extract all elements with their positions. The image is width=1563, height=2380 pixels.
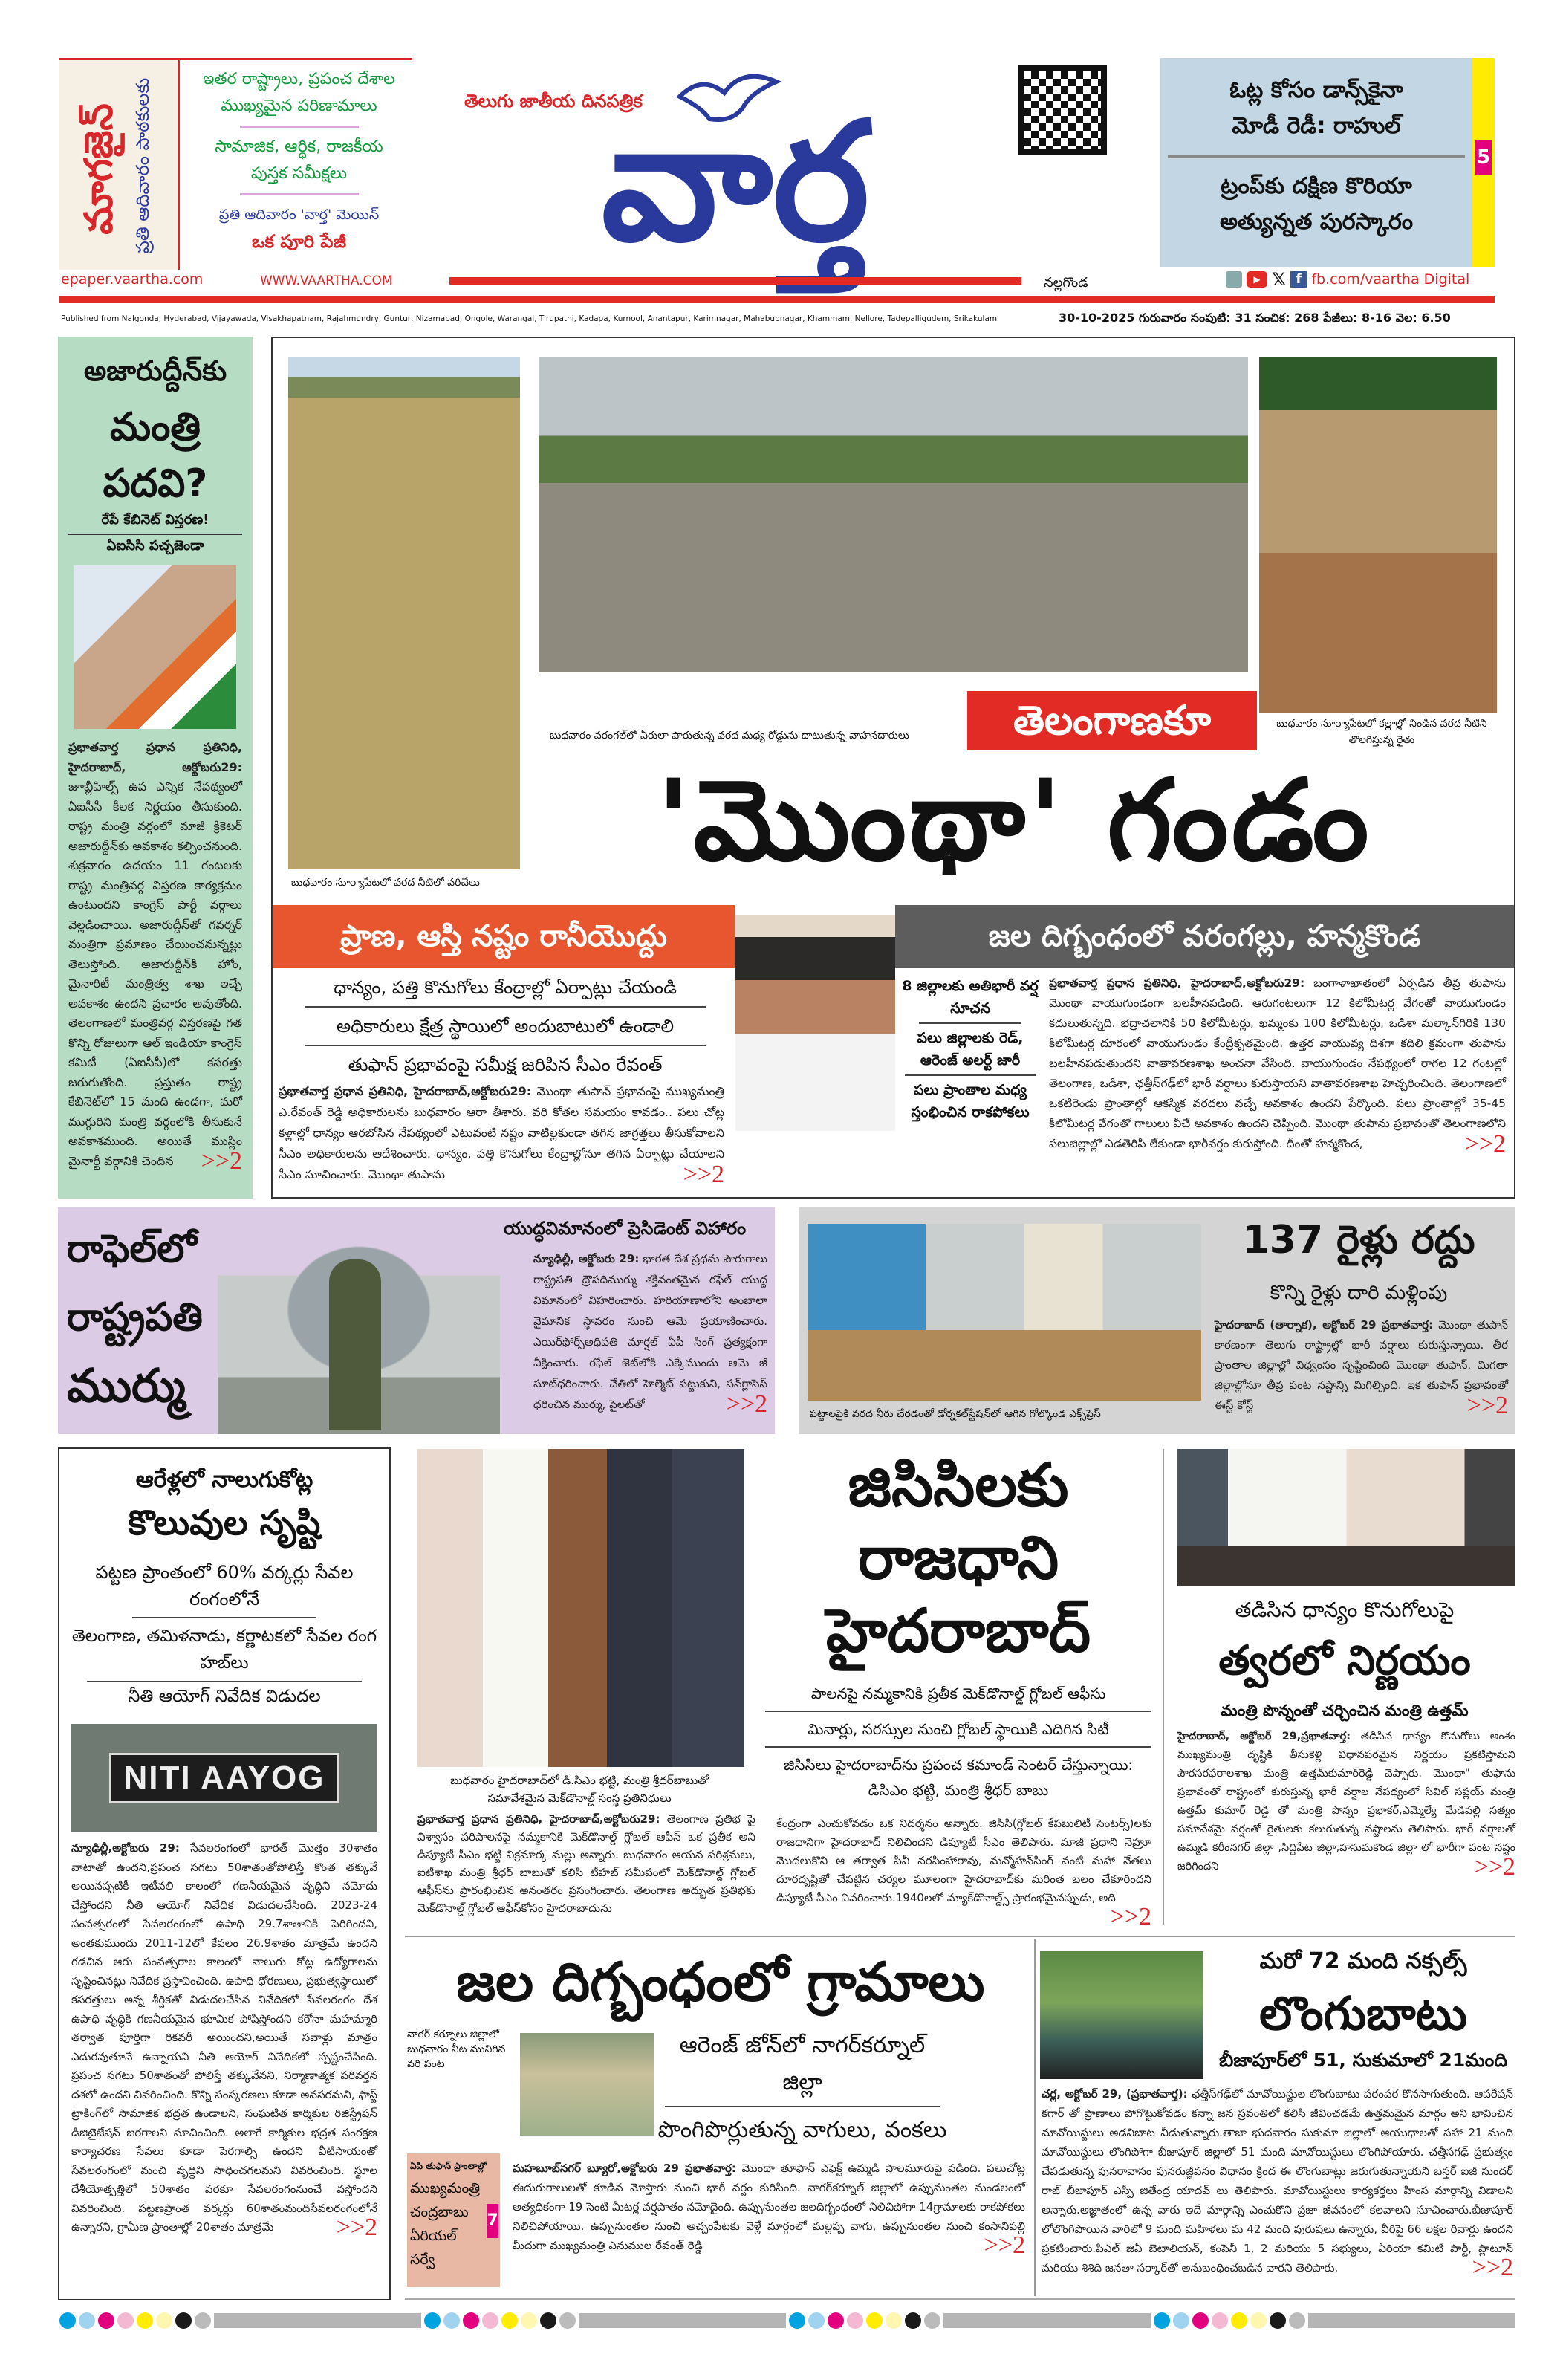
subheadline: ధాన్యం, పత్తి కొనుగోలు కేంద్రాల్లో ఏర్పాట్లు చేయండి	[334, 977, 677, 998]
registration-dot	[1250, 2312, 1267, 2329]
promo-item: సామాజిక, ఆర్థిక, రాజకీయ	[215, 137, 383, 156]
right-banner: జల దిగ్బంధంలో వరంగల్లు, హన్మకొండ	[895, 905, 1514, 968]
promo-sunday: ప్రతి ఆదివారం 'వార్త' మెయిన్	[218, 207, 380, 223]
niti-aayog-story[interactable]	[58, 1447, 391, 2300]
ap-cm-teaser[interactable]	[407, 2153, 500, 2287]
story-dateline: హైదరాబాద్, అక్టోబర్ 29,ప్రభాతవార్త:	[1177, 1731, 1351, 1742]
subheadline: పట్టణ ప్రాంతంలో 60% వర్కర్లు సేవల రంగంలోనే	[95, 1562, 354, 1609]
registration-dot	[828, 2312, 844, 2329]
promo-full-page: ఒక పూరి పేజీ	[251, 231, 347, 252]
registration-dot	[79, 2312, 95, 2329]
subheadline: తడిసిన ధాన్యం కొనుగోలుపై	[1235, 1598, 1455, 1622]
story-dateline: ప్రభాతవార్త ప్రధాన ప్రతినిధి, హైదరాబాద్,అక్టోబరు29:	[417, 1812, 660, 1826]
story-body: కేంద్రంగా ఎంచుకోవడం ఒక నిదర్శనం అన్నారు. జిసిసి(గ్లోబల్ కేపబులిటీ సెంటర్స్)లకు రాజధానిగా హైదరాబాద్ నిలిచిందని డిప్యూటీ సీఎం తెలిపారు. మాజీ ప్రధాని నెహ్రూ మొదలుకొని ఆ తర్వాత పీవీ నరసింహారావు, మన్మోహన్‌సింగ్ వంటి మహా నేతలు దూరదృష్టితో చేపట్టిన చర్యల మూలంగా హైదరాబాద్‌కు మరింత బలం చేకూరిందని డిప్యూటీ సీఎం వివరించారు.1940లలో మ్యాక్‌డొనాల్డ్స్ ప్రారంభమైనప్పుడు, అది	[776, 1817, 1151, 1904]
continued-link[interactable]: >>2	[336, 2214, 377, 2241]
photo-caption: బుధవారం సూర్యాపేటలో వరద నీటిలో వరిచేలు	[291, 877, 480, 889]
registration-dot	[482, 2312, 498, 2329]
subheadline: మంత్రి పొన్నంతో చర్చించిన మంత్రి ఉత్తమ్	[1221, 1702, 1469, 1719]
magazine-title: మాగజైన్	[77, 103, 122, 235]
teaser-line: మోడీ రెడీ: రాహుల్	[1232, 113, 1401, 139]
headline: రాఫెల్‌లో	[67, 1227, 197, 1271]
subheadline: పలు జిల్లాలకు రెడ్, ఆరెంజ్ అలర్ట్ జారీ	[917, 1030, 1024, 1069]
subheadline: ఆరెంజ్ జోన్‌లో నాగర్‌కర్నూల్ జిల్లా	[679, 2032, 926, 2095]
photo-caption: నాగర్ కర్నూలు జిల్లాలో బుధవారం నీట మునిగిన వరి పంట	[407, 2029, 506, 2070]
president-rafale-photo	[218, 1207, 500, 1434]
headline: ఆరేళ్లలో నాలుగుకోట్ల	[135, 1467, 313, 1493]
rafale-story[interactable]	[58, 1207, 775, 1434]
headline: లొంగుబాటు	[1259, 1986, 1467, 2040]
trains-story[interactable]	[799, 1207, 1515, 1434]
headline: అజారుద్దీన్‌కు మంత్రి పదవి?	[83, 354, 227, 506]
registration-dot	[866, 2312, 883, 2329]
story-body: బంగాళాఖాతంలో ఏర్పడిన తీవ్ర తుపాను మొంథా వాయుగుండంగా బలహీనపడింది. ఆరుగంటలుగా 12 కిలోమీటర్ల వేగంతో వాయుగుండం కదులుతున్నది. భద్రాచలానికి 50 కిలోమీటర్లు, ఖమ్మంకు 100 కిలోమీటర్లు, ఒడిశా మల్కాన్‌గిరికి 130 కిలోమీటర్ల దూరంలో వాయుగుండం కేంద్రీకృతమైంది. ఉత్తర వాయువ్య దిశగా కదిలి క్రమంగా తుపాను బలహీనపడుతుందని వాతావరణశాఖ అంచనా వేసింది. వాయుగుండం నేపథ్యంలో రాగల 12 గంటల్లో తెలంగాణ, ఒడిశా, ఛత్తీస్‌గఢ్‌లో భారీ వర్షాలు కురుస్తాయని వాతావరణశాఖ హెచ్చరించింది. తెలంగాణలో ఒకటిరెండు ప్రాంతాల్లో ఆకస్మిక వరదలు వచ్చే అవకాశం ఉందని పేర్కొంది. పలు ప్రాంతాల్లో 35-45 కిలోమీటర్ల వేగంతో గాలులు వీచే అవకాశం ఉందని చెప్పింది. మొంథా తుపాను ప్రభావంతో తెలంగాణలోని పలుజిల్లాల్లో ఎడతెరిపి లేకుండా భారీవర్షం కురుస్తోంది. దీంతో హన్మకొండ,	[1049, 976, 1506, 1150]
youtube-icon[interactable]: ▶	[1247, 271, 1267, 288]
color-registration-bar	[59, 2311, 1515, 2330]
story-dateline: మహబూబ్‌నగర్ బ్యూరో,అక్టోబరు 29 ప్రభాతవార్త:	[513, 2162, 736, 2175]
subheadline: పాలనపై నమ్మకానికి ప్రతీక మెక్‌డొనాల్డ్ గ్లోబల్ ఆఫీసు	[810, 1685, 1106, 1702]
story-body: భారత దేశ ప్రథమ పౌరురాలు రాష్ట్రపతి ద్రౌపదిముర్ము శక్తివంతమైన రఫేల్ యుద్ధ విమానంలో విహరించారు. హరియాణాలోని అంబాలా వైమానిక స్థావరం నుంచి ఆమె ప్రయాణించారు. ఎయిర్‌ఫోర్స్‌అధిపతి మార్షల్ ఏపీ సింగ్ ప్రత్యక్షంగా వీక్షించారు. రఫేల్ జెట్‌లోకి ఎక్కేముందు ఆమె జీ సూట్‌ధరించారు. చేతిలో హెల్మెట్ పట్టుకుని, సన్‌గ్లాసెస్ ధరించిన ముర్ము, పైలట్‌తో	[533, 1252, 767, 1411]
promo-item: ముఖ్యమైన పరిణామాలు	[221, 97, 377, 115]
subheadline: తుఫాన్ ప్రభావంపై సమీక్ష జరిపిన సీఎం రేవంత్	[348, 1054, 663, 1075]
registration-dot	[1154, 2312, 1170, 2329]
subheadline: ఏఐసిసి పచ్చజెండా	[106, 538, 204, 554]
azharuddin-photo	[74, 565, 236, 729]
teaser-line: ఓట్ల కోసం డాన్స్‌కైనా	[1229, 77, 1403, 103]
subheadline: మరో 72 మంది నక్సల్స్	[1259, 1948, 1467, 1974]
magazine-promo[interactable]	[59, 58, 412, 273]
headline: త్వరలో నిర్ణయం	[1218, 1637, 1471, 1684]
subheadline: కొన్ని రైళ్లు దారి మళ్లింపు	[1270, 1282, 1448, 1304]
epaper-link[interactable]: epaper.vaartha.com	[61, 271, 204, 288]
registration-dot	[1173, 2312, 1189, 2329]
social-links[interactable]	[1226, 269, 1469, 290]
magazine-vertical-logo	[59, 60, 180, 270]
teaser-line: ట్రంప్‌కు దక్షిణ కొరియా	[1221, 173, 1412, 199]
headline: కొలువుల సృష్టి	[128, 1502, 321, 1543]
story-dateline: న్యూఢిల్లీ, అక్టోబరు 29:	[533, 1252, 640, 1265]
azharuddin-story[interactable]	[58, 337, 253, 1199]
registration-dot	[59, 2312, 76, 2329]
headline: రాష్ట్రపతి	[67, 1295, 203, 1340]
qr-code[interactable]	[1018, 65, 1107, 155]
story-body: ఛత్తీస్‌గఢ్‌లో మావోయిస్టుల లొంగుబాటు పరంపర కొనసాగుతుంది. ఆపరేషన్ కగార్ తో ప్రాణాలు పోగొట్టుకోవడం కన్నా జన స్రవంతిలో కలిసి జీవించడమే ఉత్తమమైన మార్గం అని భావించిన మావోయిస్టులు అడవిబాట వీడుతున్నారు.తాజా భుదవారం సుకుమా జిల్లాలో ఆయుధాలతో సహా 21 మంది మావోయిస్టులు లొంగిపోగా బీజాపూర్ జిల్లాలో 51 మంది మావోయిస్టులు లొంగిపోయారు. చత్తీసగఢ్ ప్రభుత్వం చేపడుతున్న పునరావాసం పునరుజ్జీవనం విధానం క్రింద ఈ లొంగుబాట్లు జరుగుతున్నాయని బస్తర్ ఐజీ సుందర్ రాజ్ బీజాపూర్ ఎస్పీ జితేంద్ర యాదవ్ లు తెలిపారు. మావోయిస్టులు కార్యకర్తలు హింస మార్గాన్ని విడాలని అన్నారు.అజ్ఞాతంలో ఉన్న వారు ఇదే మార్గాన్ని ఎంచుకొని ప్రజా జీవనంలో కలవాలని సూచించారు.బీజాపూర్ లోలొంగిపొయిన వారిలో 9 మంది మహిళలు మ 42 మంది పురుషలు ఉన్నారు, వీరిపై 66 లక్షల రివార్డు ఉందని ప్రకటించారు.పిఎల్ జిఏ బెటాలియన్, కంపెనీ 1, 2 మరియు 5 సభ్యులు, ఏరియా కమిటీ పార్టీ, ప్లాటూన్ మరియు శిశిది జనతా సర్కార్‌తో అనుబంధించబడిన వారని తెలిపారు.	[1042, 2087, 1513, 2274]
headline: ముర్ము	[67, 1358, 186, 1413]
subheadline: బీజాపూర్‌లో 51, సుకుమాలో 21మంది	[1219, 2049, 1507, 2071]
continued-link[interactable]: >>2	[201, 1147, 242, 1175]
registration-dot	[501, 2312, 518, 2329]
published-from: Published from Nalgonda, Hyderabad, Vijayawada, Visakhapatnam, Rajahmundry, Guntur, Nizamabad, Ongole, Warangal, Tirupathi, Kadapa, Kurnool, Anantapur, Karimnagar, Mahabubnagar, Khammam, Nellore, Tadepalligudem, Srikakulam	[61, 314, 997, 323]
story-body: మొంథా తుపాన్ ప్రభావంపై ముఖ్యమంత్రి ఎ.రేవంత్ రెడ్డి అధికారులను బుధవారం ఆరా తీశారు. వరి కోతల సమయం కావడం.. పలు చోట్ల కళ్లాల్లో ధాన్యం ఆరబోసిన నేపథ్యంలో ఎటువంటి నష్టం వాటిల్లకుండా తగిన జాగ్రత్తలు తీసుకోవాలని సీఎం అధికారులను ఆదేశించారు. ధాన్యం, పత్తి కొనుగోలు కేంద్రాల్లోనూ తగిన ఏర్పాట్లు చేయాలని సీఎం సూచించారు. మొంథా తుపాను	[279, 1084, 724, 1181]
story-body: తడిసిన ధాన్యం కొనుగోలు అంశం ముఖ్యమంత్రి దృష్టికి తీసుకెళ్లి విధానపరమైన నిర్ణయం ప్రకటిస్తామని పౌరసరఫరాలశాఖ మంత్రి ఉత్తమ్‌కుమార్‌రెడ్డి చెప్పారు. మొంథా" తుఫాను ప్రభావంతో రాష్ట్రంలో కురుస్తున్న భారీ వర్షాల నేపథ్యంలో సివిల్ సప్లయ్ మంత్రి ఉత్తమ్ కుమార్ రెడ్డి తో మంత్రి పొన్నం ప్రభాకర్,ఎమ్మెల్యే మేడిపల్లి సత్యం సమావేశమై వర్షంతో రైతులకు కలుగుతున్న నష్టాలను తెలిపారు. భారీ వర్షాలతో ఉమ్మడి కరీంనగర్ జిల్లా ,సిద్దిపేట జిల్లా,హనుమకొండ జిల్లా లో భారీగా పంట నష్టం జరిగిందని	[1177, 1731, 1516, 1872]
story-body: తెలంగాణ ప్రతిభ పై విశ్వాసం పరిపాలనపై నమ్మకానికి మెక్‌డొనాల్డ్ గ్లోబల్ ఆఫీస్ ఒక ప్రతీక అని డిప్యూటీ సీఎం భట్టి విక్రమార్క మల్లు అన్నారు. బుధవారం ఆయన పరిశ్రమలు, ఐటీశాఖ మంత్రి శ్రీధర్ బాబుతో కలిసి టీహబ్ సమీపంలో మెక్‌డొనాల్డ్ గ్లోబల్ ఆఫీస్‌ను ప్రారంభించిన అనంతరం ప్రసంగించారు. తెలంగాణ అద్భుత ప్రతిభకు మెక్‌డొనాల్డ్ గ్లోబల్ ఆఫీస్‌కోసం హైదరాబాదును	[417, 1812, 755, 1915]
story-body: మొంథా తుపాన్ కారణంగా తెలుగు రాష్ట్రాల్లో భారీ వర్షాలు కురుస్తున్నాయి. తీర ప్రాంతాల జిల్లాల్లో విధ్వంసం సృష్టించింది మొంథా తుఫాన్. మిగతా జిల్లాల్లోనూ తీవ్ర పంట నష్టాన్ని మిగిల్చింది. ఇక తుఫాన్ ప్రభావంతో ఈస్ట్ కోస్ట్	[1215, 1318, 1508, 1412]
headline: రాజధాని	[857, 1523, 1059, 1592]
continued-link[interactable]: >>2	[1464, 1130, 1506, 1158]
photo-caption: బుధవారం సూర్యాపేటలో కల్లాల్లో నిండిన వరద నీటిని తొలగిస్తున్న రైతు	[1276, 718, 1487, 746]
logo-wordmark: వార్త	[601, 87, 870, 277]
farmer-clearing-water-photo	[1259, 357, 1497, 713]
maoists-photo	[1040, 1951, 1203, 2079]
continued-link[interactable]: >>2	[726, 1390, 767, 1418]
registration-dot	[1289, 2312, 1305, 2329]
subheadline: 8 జిల్లాలకు అతిభారీ వర్ష సూచన	[902, 978, 1039, 1016]
lead-headline: 'మొంథా' గండం	[656, 756, 1372, 886]
registration-dot	[117, 2312, 134, 2329]
photo-caption: బుధవారం హైదరాబాద్‌లో డి.సిఎం భట్టి, మంత్రి శ్రీధర్‌బాబుతో సమావేశమైన మెక్‌డొనాల్డ్ సంస్థ ప్రతినిధులు	[450, 1774, 709, 1805]
promo-item: ఇతర రాష్ట్రాలు, ప్రపంచ దేశాల	[203, 70, 395, 88]
facebook-icon[interactable]: f	[1290, 271, 1307, 288]
registration-dot	[924, 2312, 940, 2329]
continued-link[interactable]: >>2	[1466, 1392, 1508, 1419]
left-banner: ప్రాణ, ఆస్తి నష్టం రానీయొద్దు	[273, 905, 735, 968]
subheadline: పలు ప్రాంతాల మధ్య స్తంభించిన రాకపోకలు	[911, 1082, 1030, 1121]
registration-dot	[886, 2312, 902, 2329]
mcdonalds-delegation-photo	[417, 1449, 744, 1767]
teaser-kicker: ఏపి తుఫాన్ ప్రాంతాల్లో	[410, 2161, 487, 2171]
registration-dot	[905, 2312, 921, 2329]
continued-link[interactable]: >>2	[1110, 1903, 1151, 1930]
tagline: తెలుగు జాతీయ దినపత్రిక	[464, 91, 643, 111]
flooded-station-photo	[808, 1224, 1201, 1401]
story-body: జూబ్లీహిల్స్ ఉప ఎన్నిక నేపథ్యంలో ఏఐసీసీ కీలక నిర్ణయం తీసుకుంది. రాష్ట్ర మంత్రి వర్గంలో మాజీ క్రికెటర్ అజారుద్దీన్‌కు అవకాశం కల్పించనుంది. శుక్రవారం ఉదయం 11 గంటలకు రాష్ట్ర మంత్రివర్గ విస్తరణ కార్యక్రమం ఉంటుందని కాంగ్రెస్ పార్టీ వర్గాలు వెల్లడించాయి. అజారుద్దీన్‌తో గవర్నర్ మంత్రిగా ప్రమాణం చేయించనున్నట్లు తెలుస్తోంది. అజారుద్దీన్‌కి హోం, మైనారిటీ మంత్రిత్వ శాఖ ఇచ్చే అవకాశం ఉందని ప్రచారం అవుతోంది. తెలంగాణలో మంత్రివర్గ విస్తరణపై గత కొన్ని రోజులుగా ఆల్ ఇండియా కాంగ్రెస్ కమిటీ (ఏఐసీసీ)లో కసరత్తు జరుగుతోంది. ప్రస్తుతం రాష్ట్ర కేబినెట్‌లో 15 మంది ఉండగా, మరో ముగ్గురిని మంత్రి వర్గంలోకి తీసుకునే అవకాశముంది. అయితే ముస్లిం మైనార్టీ వర్గానికి చెందిన	[68, 779, 242, 1168]
registration-dot	[847, 2312, 863, 2329]
continued-link[interactable]: >>2	[984, 2231, 1025, 2259]
facebook-handle[interactable]: fb.com/vaartha Digital	[1311, 271, 1470, 288]
registration-strip	[1308, 2313, 1515, 2328]
continued-link[interactable]: >>2	[683, 1161, 724, 1188]
dateline-issue: 30-10-2025 గురువారం సంపుటి: 31 సంచిక: 268 పేజీలు: 8-16 వెల: 6.50	[1059, 311, 1451, 325]
headline: జల దిగ్బంధంలో గ్రామాలు	[456, 1951, 985, 2013]
story-dateline: హైదరాబాద్ (తార్నాక), అక్టోబర్ 29 ప్రభాతవార్త:	[1215, 1318, 1434, 1332]
story-dateline: న్యూఢిల్లీ,అక్టోబరు 29:	[71, 1841, 180, 1855]
subheadline: జిసిసిలు హైదరాబాద్‌ను ప్రపంచ కమాండ్ సెంటర్ చేస్తున్నాయి: డిసిఎం భట్టి, మంత్రి శ్రీధర్ బాబు	[783, 1756, 1134, 1799]
subheadline: యుద్ధవిమానంలో ప్రెసిడెంట్ విహారం	[504, 1218, 747, 1239]
registration-dot	[137, 2312, 153, 2329]
subheadline: మినార్లు, సరస్సుల నుంచి గ్లోబల్ స్థాయికి ఎదిగిన సిటీ	[808, 1720, 1109, 1738]
continued-link[interactable]: >>2	[1474, 1853, 1515, 1881]
kicker-telangana: తెలంగాణకూ	[967, 691, 1257, 750]
subheadline: అధికారులు క్షేత్ర స్థాయిలో అందుబాటులో ఉండాలి	[336, 1016, 675, 1037]
story-body: సేవలరంగంలో భారత్ మొత్తం 30శాతం వాటాతో ఉందని,ప్రపంచ సగటు 50శాతంతోపోలిస్తే కొంత తక్కువే అయినప్పటికీ ఇటీవలి కాలంలో గణనీయమైన వృద్ధిని నమోదు చేస్తోందని నీతి ఆయోగ్ నివేదిక విడుదలచేసింది. 2023-24 సంవత్సరంలో సేవలరంగంలో ఉపాధి 29.7శాతానికి పెరిగిందని, అంతకుముందు 2011-12లో కేవలం 26.9శాతం మాత్రమే ఉందని గడచిన ఆరు సంవత్సరాల కాలంలో నాలుగు కోట్ల ఉద్యోగాలను సృష్టించినట్లు నివేదిక ప్రస్తావించింది. ఉపాధి ధోరణులు, ప్రభుత్వస్థాయిలో కసరత్తులు అన్న శీర్షికతో విడుదలచేసిన నివేదికలో సేవలరంగం దేశ ఉపాధి వృద్ధికి గణనీయమైన భూమిక పోషిస్తోందని కరోనా మహమ్మారి తర్వాత పూర్తిగా రికవరీ అయిందని,అయితే సవాళ్లు మాత్రం ఎదురవుతూనే ఉన్నాయని నీతి ఆయోగ్ నివేదికలో స్పష్టంచేసింది. ప్రపంచ సగటు 50శాతంతో పోలిస్తే తక్కువేనని, నిర్మాణాత్మక పరివర్తన దశలో ఉందని వివరించింది. కొన్ని సంస్కరణలు కూడా అవసరమని, ఫాస్ట్ ట్రాకింగ్‌లో సామాజిక భద్రత ఉండాలని, సంఘటిత కార్మికుల రిజిస్ట్రేషన్ డిజిటైజేషన్ జరగాలని సూచించింది. అలాగే కార్మికుల భద్రత సంరక్షణ కార్యాచరణ సేవలు కూడా పెరగాల్సి ఉందని వీటిసాయంతో సేవలరంగంలో మంచి వృద్ధిని సాధించగలమని వివరించింది. స్థూల దేశీయోత్పత్తిలో 50శాతం వరకూ సేవలరంగంనుంచే వస్తోందని వివరించింది. పట్టణప్రాంత వర్కర్లు 60శాతంమందిసేవలరంగంలోనే ఉన్నారని, గ్రామీణ ప్రాంతాల్లో 20శాతం మాత్రమే	[71, 1841, 377, 2234]
sign-text: NITI AAYOG	[109, 1753, 339, 1803]
registration-dot	[1212, 2312, 1228, 2329]
registration-dot	[808, 2312, 825, 2329]
headline: జిసిసిలకు	[848, 1450, 1069, 1520]
promo-item: పుస్తక సమీక్షలు	[250, 164, 348, 183]
registration-dot	[443, 2312, 460, 2329]
edition-label: నల్లగొండ	[1044, 275, 1088, 291]
subheadline: నీతి ఆయోగ్ నివేదిక విడుదల	[128, 1687, 321, 1706]
niti-aayog-sign-photo	[71, 1724, 377, 1832]
teaser-box[interactable]	[1160, 58, 1472, 267]
registration-strip	[214, 2313, 421, 2328]
registration-dot	[1192, 2312, 1209, 2329]
teaser-line: అత్యున్నత పురస్కారం	[1219, 209, 1414, 235]
ministers-meeting-photo	[1177, 1449, 1515, 1586]
website-link[interactable]: WWW.VAARTHA.COM	[260, 273, 393, 288]
continued-link[interactable]: >>2	[1472, 2254, 1513, 2281]
registration-dot	[195, 2312, 211, 2329]
x-icon[interactable]: 𝕏	[1272, 269, 1287, 290]
newspaper-logo	[449, 59, 1021, 290]
registration-dot	[559, 2312, 576, 2329]
story-dateline: చర్ల, అక్టోబర్ 29, (ప్రభాతవార్త):	[1042, 2087, 1188, 2101]
subheadline: రేపే కేబినెట్ విస్తరణ!	[68, 512, 242, 535]
app-icon[interactable]	[1226, 271, 1242, 288]
registration-dot	[463, 2312, 479, 2329]
registration-dot	[424, 2312, 441, 2329]
teaser-page-number: 7	[487, 2204, 498, 2238]
headline: హైదరాబాద్	[825, 1596, 1091, 1665]
story-dateline: ప్రభాతవార్త ప్రధాన ప్రతినిధి, హైదరాబాద్, అక్టోబరు29:	[68, 740, 242, 774]
registration-strip	[943, 2313, 1151, 2328]
submerged-paddy-photo	[520, 2033, 654, 2136]
flooded-paddy-photo	[288, 357, 520, 869]
teaser-page-number: 5	[1475, 140, 1492, 175]
photo-caption: బుధవారం వరంగల్‌లో ఏరులా పారుతున్న వరద మధ్య రోడ్డును దాటుతున్న వాహనదారులు	[550, 730, 909, 742]
headline: 137 రైళ్లు రద్దు	[1242, 1218, 1475, 1262]
story-body: మొంథా తూఫాన్ ఎఫెక్ట్ ఉమ్మడి పాలమూరుపై పడింది. పలుచోట్ల ఈదురుగాలులతో కూడిన మోస్తారు నుంచి భారీ వర్షం కురిసింది. నాగర్‌కర్నూల్ జిల్లాలో ఉప్పునుంతల మండలంలో అత్యధికంగా 19 సెంటి మీటర్ల వర్షపాతం నమోదైంది. ఉప్పునుంతల జలదిగ్బంధంలో నిలిచిపోగా 14గ్రామాలకు రాకపోకలు నిలిచిపోయాయి. ఉప్పునుంతల నుంచి అచ్చంపేటకు వెళ్లే మార్గంలో మల్లప్ప వాగు, ఉప్పునుంతల నుంచి కంసానిపల్లి మీదుగా ముఖ్యమంత్రి ఎనుముల రేవంత్ రెడ్డి	[513, 2162, 1025, 2252]
warangal-flood-photo	[539, 357, 1248, 672]
magazine-subtitle: ప్రతి ఆదివారం పాఠకులకు	[132, 77, 153, 254]
photo-caption: పట్టాలపైకి వరద నీరు చేరడంతో డోర్నకల్‌స్టేషన్‌లో ఆగిన గోల్కొండ ఎక్స్‌ప్రెస్	[810, 1408, 1101, 1420]
subheadline: తెలంగాణ, తమిళనాడు, కర్ణాటకలో సేవల రంగ హబ్‌లు	[71, 1627, 377, 1673]
teaser-text: ముఖ్యమంత్రి చంద్రబాబు ఏరియల్ సర్వే	[410, 2180, 481, 2268]
registration-strip	[579, 2313, 786, 2328]
subheadline: పొంగిపొర్లుతున్న వాగులు, వంకలు	[657, 2117, 947, 2143]
registration-dot	[175, 2312, 192, 2329]
registration-dot	[1270, 2312, 1286, 2329]
registration-dot	[789, 2312, 805, 2329]
story-dateline: ప్రభాతవార్త ప్రధాన ప్రతినిధి, హైదరాబాద్,అక్టోబరు29:	[1049, 976, 1305, 990]
registration-dot	[540, 2312, 556, 2329]
story-dateline: ప్రభాతవార్త ప్రధాన ప్రతినిధి, హైదరాబాద్,అక్టోబరు29:	[279, 1084, 532, 1098]
registration-dot	[98, 2312, 114, 2329]
registration-dot	[521, 2312, 537, 2329]
registration-dot	[1231, 2312, 1247, 2329]
registration-dot	[156, 2312, 172, 2329]
cm-revanth-photo	[735, 915, 895, 1131]
